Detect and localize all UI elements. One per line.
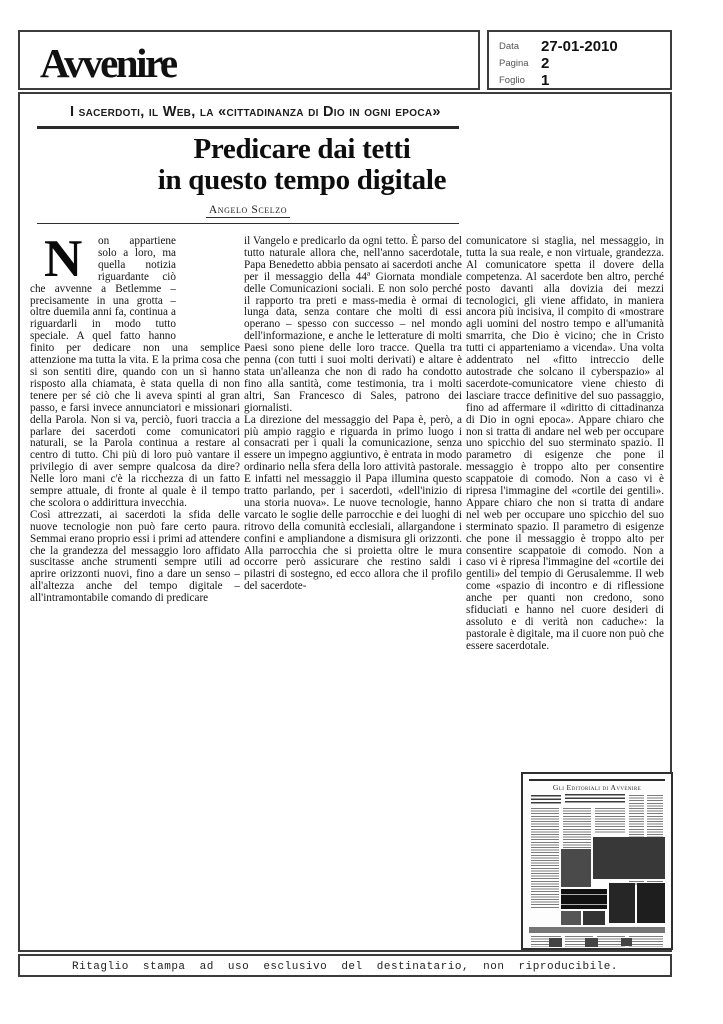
sheet-label: Foglio — [499, 75, 525, 87]
article-column-3 — [466, 236, 664, 653]
footer-disclaimer-text: Ritaglio stampa ad uso esclusivo del destinatario, non riproducibile. — [72, 961, 618, 973]
thumb-caption-box — [561, 889, 607, 909]
thumb-photo — [637, 883, 665, 923]
article-title-line2: in questo tempo digitale — [157, 164, 447, 196]
thumb-top-rule — [529, 779, 665, 781]
article-byline: Angelo Scelzo — [206, 204, 290, 218]
article-box — [18, 92, 672, 952]
date-label: Data — [499, 41, 520, 53]
thumb-photo-small — [585, 938, 598, 947]
page-label: Pagina — [499, 58, 529, 70]
sheet-value: 1 — [541, 72, 550, 90]
newspaper-thumbnail — [521, 772, 673, 950]
clipping-meta-box — [487, 30, 672, 90]
thumb-headline-block — [565, 794, 625, 804]
meta-row-page — [499, 55, 549, 73]
thumb-photo-wide — [593, 837, 665, 879]
thumb-photo-small — [583, 911, 605, 925]
thumb-text-block — [563, 808, 591, 848]
page-value: 2 — [541, 55, 550, 73]
thumb-photo — [561, 849, 591, 887]
thumb-photo-small — [561, 911, 581, 925]
paragraph: il Vangelo e predicarlo da ogni tetto. È parso del tutto naturale allora che, nell'anno sacerdotale, Papa Benedetto abbia pensato ai sacerdoti anche per il messaggio della 44ª Giornata mondiale delle Comunicazioni sociali. E non solo perché il rapporto tra preti e mass-media è ormai di lunga data, senza contare che molti di essi operano – spesso con successo – nel mondo dell'informazione, e anche le letterature di molti Paesi sono piene delle loro tracce. Quella tra penna (con tutti i suoi molti derivati) e altare è stata un'alleanza che non di rado ha condotto fino alla santità, come testimonia, tra i molti altri, San Francesco di Sales, patrono dei giornalisti. — [244, 235, 462, 414]
thumb-headline-block — [531, 795, 561, 804]
thumb-text-block — [531, 808, 559, 908]
article-title — [37, 134, 567, 196]
article-kicker: I sacerdoti, il Web, la «cittadinanza di Dio in ogni epoca» — [70, 104, 441, 120]
masthead-logo: Avvenire — [40, 40, 176, 86]
kicker-rule — [37, 103, 459, 129]
byline-rule — [37, 200, 459, 224]
thumb-section-header: Gli Editoriali di Avvenire — [552, 783, 642, 792]
thumb-photo — [609, 883, 635, 923]
thumb-photo-small — [549, 938, 562, 947]
thumb-divider-strip — [529, 927, 665, 933]
meta-row-sheet — [499, 72, 549, 90]
paragraph: Così attrezzati, ai sacerdoti la sfida delle nuove tecnologie non può fare certo paura. Semmai erano proprio essi i primi ad attendere che la grandezza del messaggio loro affidato suscitasse anche strumenti sempre utili ad aprire orizzonti nuovi, fino a dare un senso – all'altezza anche del tempo digitale – all'intramontabile comando di predicare — [30, 508, 240, 605]
article-column-1 — [30, 230, 240, 605]
article-column-2 — [244, 236, 462, 593]
opening-wrap-spacer — [176, 236, 240, 333]
dropcap: N — [44, 230, 83, 288]
masthead-box — [18, 30, 480, 90]
paragraph-text: on appartiene solo a loro, ma quella notizia riguardante ciò che avvenne a Betlemme – precisamente in una grotta – oltre duemila anni fa, continua a riguardarli in modo tutto speciale. A quel fatto hanno finito per dedicare non una semplice attenzione ma tutta la vita. E la prima cosa che si son sentiti dire, quando con un sì hanno risposto alla chiamata, è stata quella di non tenere per sé ciò che li aveva spinti al gran passo, e farsi invece annunciatori e missionari della Parola. Non si va, perciò, fuori traccia a parlare dei sacerdoti come comunicatori naturali, se la Parola continua a restare al centro di tutto. Chi più di loro può vantare il privilegio di aver sempre qualcosa da dire? Nelle loro mani c'è la ricchezza di un fatto sempre attuale, di fronte al quale è il tempo che scolora o addirittura invecchia. — [30, 235, 240, 509]
meta-row-date — [499, 38, 618, 56]
date-value: 27-01-2010 — [541, 38, 618, 56]
thumb-text-block — [629, 936, 663, 947]
thumb-text-block — [595, 808, 625, 834]
paragraph — [30, 230, 240, 510]
article-title-line1: Predicare dai tetti — [193, 133, 411, 165]
paragraph: comunicatore si staglia, nel messaggio, in tutta la sua reale, e non virtuale, grandezza. Al comunicatore spetta il dovere della competenza. Al sacerdote ben altro, perché posto davanti alla dovizia dei mezzi tecnologici, gli viene affidato, in maniera ancora più incisiva, il compito di «mostrare agli uomini del nostro tempo e all'umanità smarrita, che Dio è vicino; che in Cristo tutti ci apparteniamo a vicenda». Una volta addentrato nel «fitto intreccio delle autostrade che solcano il cyberspazio» al sacerdote-comunicatore viene chiesto di lasciare tracce definitive del suo passaggio, fino ad affermare il «diritto di cittadinanza di Dio in ogni epoca». Appare chiaro che non si tratta di andare nel web per occupare uno spicchio del suo sterminato spazio. Il parametro di esigenze che pone il messaggio è troppo alto per consentire scappatoie di comodo. Non a caso vi è ripresa l'immagine del «cortile dei gentili». Appare chiaro che non si tratta di andare nel web per occupare uno spicchio del suo sterminato spazio. Il parametro di esigenze che pone il messaggio è troppo alto per consentire scappatoie di comodo. Non a caso vi è ripresa l'immagine del «cortile dei gentili» del tempio di Gerusalemme. Il web come «spazio di incontro e di riflessione anche per quanti non credono, sono sfiduciati e hanno nel cuore desideri di assoluto e di verità non caduche»: la pastorale è digitale, ma il cuore non può che essere sacerdotale. — [466, 235, 664, 652]
thumb-photo-small — [621, 938, 632, 946]
paragraph: La direzione del messaggio del Papa è, però, a più ampio raggio e riguarda in primo luogo i consacrati per i quali la comunicazione, senza essere un impegno aggiuntivo, è entrata in modo ordinario nella sfera della loro attività pastorale. E infatti nel messaggio il Papa illumina questo tratto parlando, per i sacerdoti, «dell'inizio di una storia nuova». Le nuove tecnologie, hanno varcato le soglie delle parrocchie e dei luoghi di ritrovo della comunità ecclesiali, allargandone i confini e ampliandone a dismisura gli orizzonti. Alla parrocchia che si proietta oltre le mura occorre però assicurare che restino saldi i pilastri di sostegno, ed ecco allora che il profilo del sacerdote- — [244, 413, 462, 593]
footer-disclaimer-box — [18, 954, 672, 977]
thumbnail-page-preview — [529, 779, 665, 943]
